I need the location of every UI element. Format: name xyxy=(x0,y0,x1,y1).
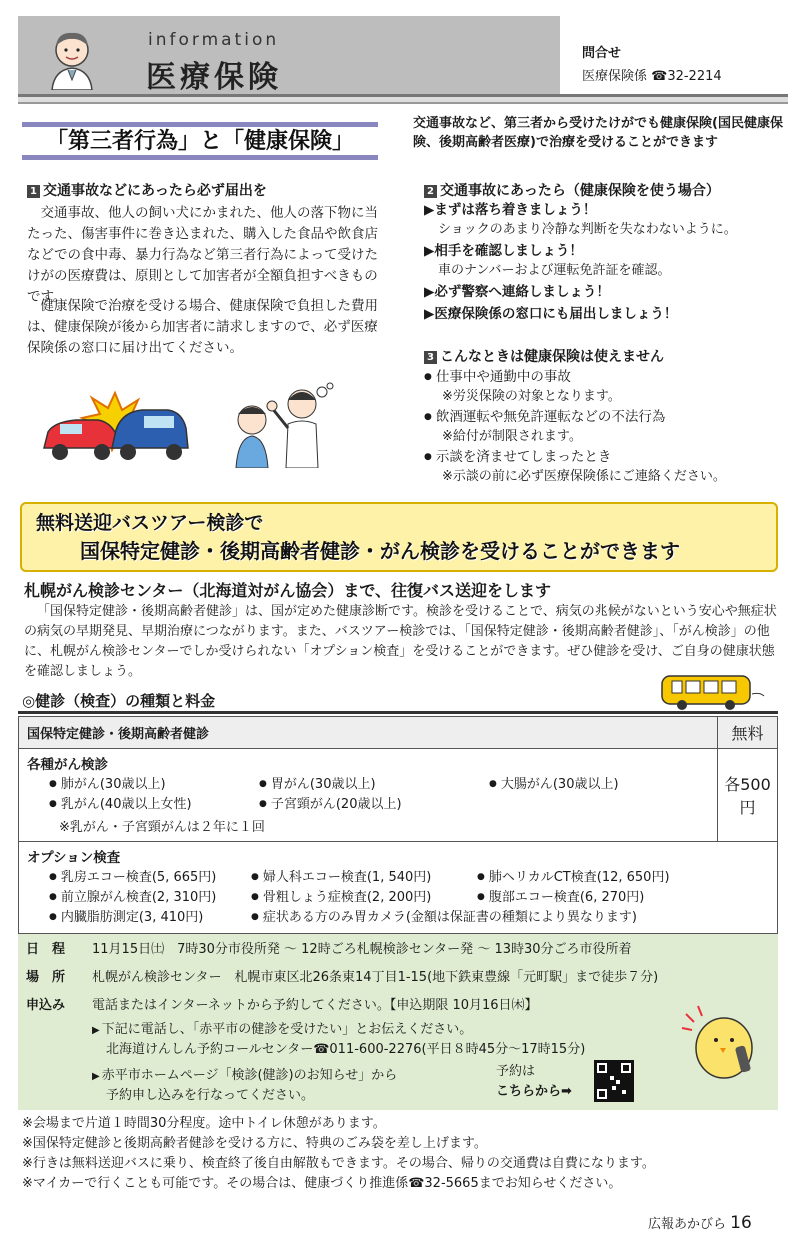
note: ※会場まで片道１時間30分程度。途中トイレ休憩があります。 xyxy=(22,1116,386,1131)
exclusion-list xyxy=(424,368,784,488)
list-item: ● 乳がん(40歳以上女性) xyxy=(49,795,259,814)
table-cell: 国保特定健診・後期高齢者健診 xyxy=(19,717,718,749)
list-item: ● 肺ヘリカルCT検査(12, 650円) xyxy=(477,868,737,887)
table-cell xyxy=(19,842,778,934)
table-row xyxy=(19,717,778,749)
note: ※乳がん・子宮頸がんは２年に１回 xyxy=(59,820,265,835)
group-title: オプション検査 xyxy=(27,850,121,866)
footer-notes xyxy=(22,1114,782,1194)
note: ※マイカーで行くことも可能です。その場合は、健康づくり推進係☎32-5665までお知らせください。 xyxy=(22,1176,622,1191)
banner-line-1: 無料送迎バスツアー検診で xyxy=(36,512,264,534)
item-text: ● 示談を済ませてしまったとき xyxy=(424,448,784,467)
item-text: ● 飲酒運転や無免許運転などの不法行為 xyxy=(424,408,784,427)
bus-icon xyxy=(660,672,770,712)
number-badge: 1 xyxy=(27,185,40,198)
number-badge: 3 xyxy=(424,351,437,364)
row-label: 日 程 xyxy=(26,942,66,957)
list-item: ● 内臓脂肪測定(3, 410円) xyxy=(49,908,251,927)
section-lead: 交通事故など、第三者から受けたけがでも健康保険(国民健康保険、後期高齢者医療)で治療を受けることができます xyxy=(413,116,783,150)
list-item: ● 骨粗しょう症検査(2, 200円) xyxy=(251,888,477,907)
list-item: ● 症状ある方のみ胃カメラ(金額は保証書の種類により異なります) xyxy=(251,908,737,927)
item-note: ※労災保険の対象となります。 xyxy=(442,389,621,404)
list-item: ● 前立腺がん検査(2, 310円) xyxy=(49,888,251,907)
list-item xyxy=(424,368,784,406)
header-stripe xyxy=(18,94,788,104)
step-title: ▶相手を確認しましょう！ xyxy=(424,243,583,259)
item-text: ● 仕事中や通勤中の事故 xyxy=(424,368,784,387)
number-badge: 2 xyxy=(424,185,437,198)
table-cell xyxy=(19,749,718,842)
list-item: ● 胃がん(30歳以上) xyxy=(259,775,489,794)
heading-text: 交通事故にあったら（健康保険を使う場合） xyxy=(440,183,720,199)
list-item xyxy=(424,448,784,486)
web-instruction: ▶ 赤平市ホームページ「検診(健診)のお知らせ」から xyxy=(92,1066,397,1087)
list-item xyxy=(424,282,784,302)
page-title: 医療保険 xyxy=(146,60,282,95)
paragraph: 健康保険で治療を受ける場合、健康保険で負担した費用は、健康保険が後から加害者に請求しますので、必ず医療保険係の窓口に届け出てください。 xyxy=(27,298,378,356)
list-item xyxy=(489,795,709,814)
paragraph: 交通事故、他人の飼い犬にかまれた、他人の落下物に当たった、傷害事件に巻き込まれた、購入した食品や飲食店などでの食中毒、暴力行為など第三者行為によって受けたけがの医療費は、原則として加害者が全額負担すべきものです。 xyxy=(27,205,378,305)
schedule-place xyxy=(26,968,658,988)
price-cell: 無料 xyxy=(718,717,778,749)
step-title: ▶必ず警察へ連絡しましょう！ xyxy=(424,284,610,300)
list-item: ● 大腸がん(30歳以上) xyxy=(489,775,709,794)
qr-label: 予約は xyxy=(496,1064,536,1079)
price-cell: 各500円 xyxy=(718,749,778,842)
item-note: ※給付が制限されます。 xyxy=(442,429,582,444)
subsection-heading-1 xyxy=(27,180,267,200)
cancer-items xyxy=(19,775,717,814)
car-accident-illustration xyxy=(40,388,190,468)
contact-value: 医療保険係 ☎32-2214 xyxy=(582,69,722,84)
note: ※行きは無料送迎バスに乗り、検査終了後自由解散もできます。その場合、帰りの交通費は自費になります。 xyxy=(22,1156,655,1171)
argument-illustration xyxy=(222,378,342,468)
section-title: 「第三者行為」と「健康保険」 xyxy=(22,122,378,160)
phone-instruction: ▶ 下記に電話し、「赤平市の健診を受けたい」とお伝えください。 xyxy=(92,1020,472,1041)
step-desc: ショックのあまり冷静な判断を失なわないように。 xyxy=(438,222,737,237)
step-desc: 車のナンバーおよび運転免許証を確認。 xyxy=(438,263,671,278)
note: ※国保特定健診と後期高齢者健診を受ける方に、特典のごみ袋を差し上げます。 xyxy=(22,1136,487,1151)
list-item xyxy=(424,200,784,239)
subsection-heading-2 xyxy=(424,180,720,200)
step-title: ▶まずは落ち着きましょう！ xyxy=(424,202,597,218)
table-heading: ◎健診（検査）の種類と料金 xyxy=(22,692,216,710)
option-items xyxy=(19,868,777,933)
list-item: ● 子宮頸がん(20歳以上) xyxy=(259,795,489,814)
chick-phone-icon xyxy=(680,1000,760,1080)
info-label-en: information xyxy=(148,30,280,50)
heading-text: こんなときは健康保険は使えません xyxy=(440,349,664,365)
list-item: ● 腹部エコー検査(6, 270円) xyxy=(477,888,737,907)
row-value: 11月15日㈯ 7時30分市役所発 ～ 12時ごろ札幌検診センター発 ～ 13時30分ごろ市役所着 xyxy=(92,942,632,957)
list-item: ● 乳房エコー検査(5, 665円) xyxy=(49,868,251,887)
table-row xyxy=(19,749,778,842)
row-value: 電話またはインターネットから予約してください。【申込期限 10月16日㈭】 xyxy=(92,998,538,1013)
contact-label: 問合せ xyxy=(582,46,622,61)
row-label: 場 所 xyxy=(26,970,66,985)
schedule-date xyxy=(26,940,632,960)
group-title: 各種がん検診 xyxy=(27,757,108,773)
heading-text: 交通事故などにあったら必ず届出を xyxy=(43,183,267,199)
section-body: 「国保特定健診・後期高齢者健診」は、国が定めた健康診断です。検診を受けることで、病気の兆候がないという安心や無症状の病気の早期発見、早期治療につながります。また、バスツアー検診では、「国保特定健診・後期高齢者健診」、「がん検診」の他に、札幌がん検診センターでしか受けられない「オプション検査」を受けることができます。ぜひ健診を受け、ご自身の健康状態を確認しましょう。 xyxy=(24,604,777,679)
item-note: ※示談の前に必ず医療保険係にご連絡ください。 xyxy=(442,469,726,484)
doctor-avatar-icon xyxy=(44,26,100,90)
page-number: 16 xyxy=(730,1213,752,1233)
list-item: ● 婦人科エコー検査(1, 540円) xyxy=(251,868,477,887)
fee-table xyxy=(18,716,778,934)
list-item xyxy=(424,408,784,446)
step-title: ▶医療保険係の窓口にも届出しましょう！ xyxy=(424,306,678,322)
page-footer xyxy=(648,1213,752,1233)
accident-steps-list xyxy=(424,200,784,326)
row-value: 札幌がん検診センター 札幌市東区北26条東14丁目1-15(地下鉄東豊線「元町駅」まで徒歩７分) xyxy=(92,970,659,985)
schedule-box xyxy=(18,934,778,1110)
qr-label-2: こちらから➡ xyxy=(496,1084,572,1099)
table-row xyxy=(19,842,778,934)
list-item xyxy=(424,241,784,280)
list-item: ● 肺がん(30歳以上) xyxy=(49,775,259,794)
divider xyxy=(18,711,778,714)
qr-code-icon[interactable] xyxy=(594,1060,634,1102)
schedule-apply xyxy=(26,996,538,1016)
callcenter-line: 北海道けんしん予約コールセンター☎011-600-2276(平日８時45分～17時15分) xyxy=(106,1042,586,1057)
publication-name: 広報あかびら xyxy=(648,1217,727,1232)
section-subtitle: 札幌がん検診センター（北海道対がん協会）まで、往復バス送迎をします xyxy=(24,581,552,600)
list-item xyxy=(424,304,784,324)
web-instruction-2: 予約申し込みを行なってください。 xyxy=(106,1088,315,1103)
banner-line-2: 国保特定健診・後期高齢者健診・がん検診を受けることができます xyxy=(80,539,680,563)
row-label: 申込み xyxy=(26,998,66,1013)
subsection-heading-3 xyxy=(424,346,664,366)
